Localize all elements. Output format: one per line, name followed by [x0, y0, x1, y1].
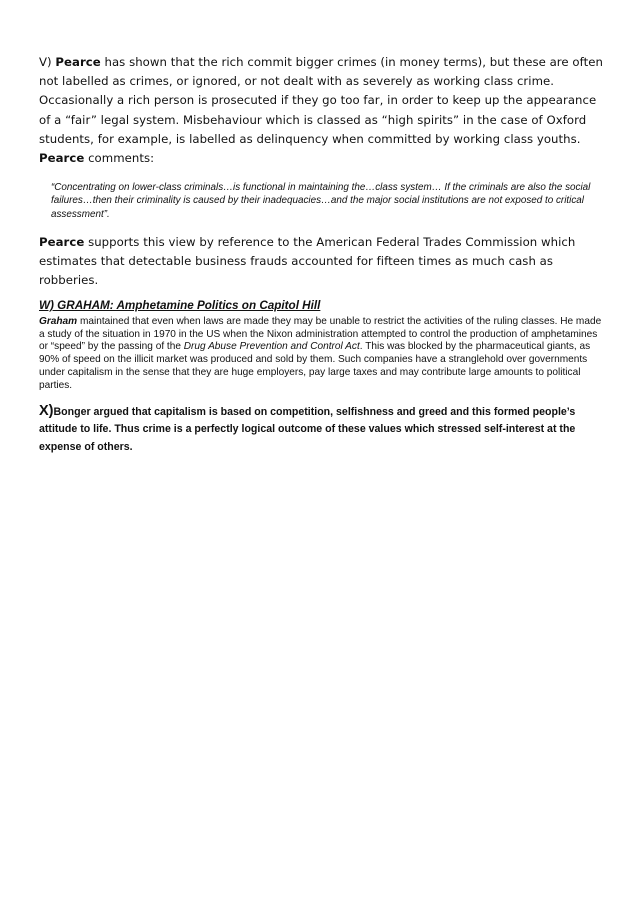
pearce-support-name: Pearce: [39, 235, 85, 249]
section-x-label: X): [39, 403, 54, 419]
pearce-name: Pearce: [55, 55, 101, 69]
pearce-support-paragraph: [39, 233, 609, 291]
section-v-text-end: comments:: [84, 151, 155, 166]
graham-text-end: . This was blocked by the pharmaceutical giants, as 90% of speed on the illicit market was produced and sold by them. Such companies have a stranglehold over governments under capitalism in the sense that they are huge employers, pay large taxes and may contribute large amounts to political parties.: [39, 341, 591, 391]
section-v-text: has shown that the rich commit bigger crimes (in money terms), but these are often not labelled as crimes, or ignored, or not dealt with as severely as working class crime. Occasionally a rich person is prosecuted if they go too far, in order to keep up the appearance of a “fair” legal system. Misbehaviour which is classed as “high spirits” in the case of Oxford students, for example, is labelled as delinquency when committed by working class youths.: [39, 55, 603, 146]
graham-name: Graham: [39, 316, 78, 327]
section-v-paragraph: [39, 53, 609, 168]
pearce-name-2: Pearce: [39, 151, 85, 166]
graham-heading: W) GRAHAM: Amphetamine Politics on Capitol Hill: [39, 299, 321, 312]
pearce-quote: “Concentrating on lower-class criminals…is functional in maintaining the…class system… If the criminals are also the social failures…then their criminality is caused by their inadequacies…and the major social institutions are not exposed to critical assessment”.: [51, 182, 591, 220]
graham-text: maintained that even when laws are made they may be unable to restrict the activities of the ruling classes. He made a study of the situation in 1970 in the US when the Nixon administration attempted to control the production of amphetamines or “speed” by the passing of the: [39, 316, 602, 353]
pearce-support-text: supports this view by reference to the American Federal Trades Commission which estimates that detectable business frauds accounted for fifteen times as much cash as robberies.: [39, 235, 576, 288]
graham-paragraph: [39, 316, 609, 392]
section-v-label: V): [39, 55, 56, 69]
section-x-paragraph: [39, 403, 609, 456]
drug-act-title: Drug Abuse Prevention and Control Act: [183, 341, 360, 353]
section-x-text: Bonger argued that capitalism is based on competition, selfishness and greed and this formed people’s attitude to life. Thus crime is a perfectly logical outcome of these values which stressed self-interest at the expense of others.: [39, 406, 576, 453]
